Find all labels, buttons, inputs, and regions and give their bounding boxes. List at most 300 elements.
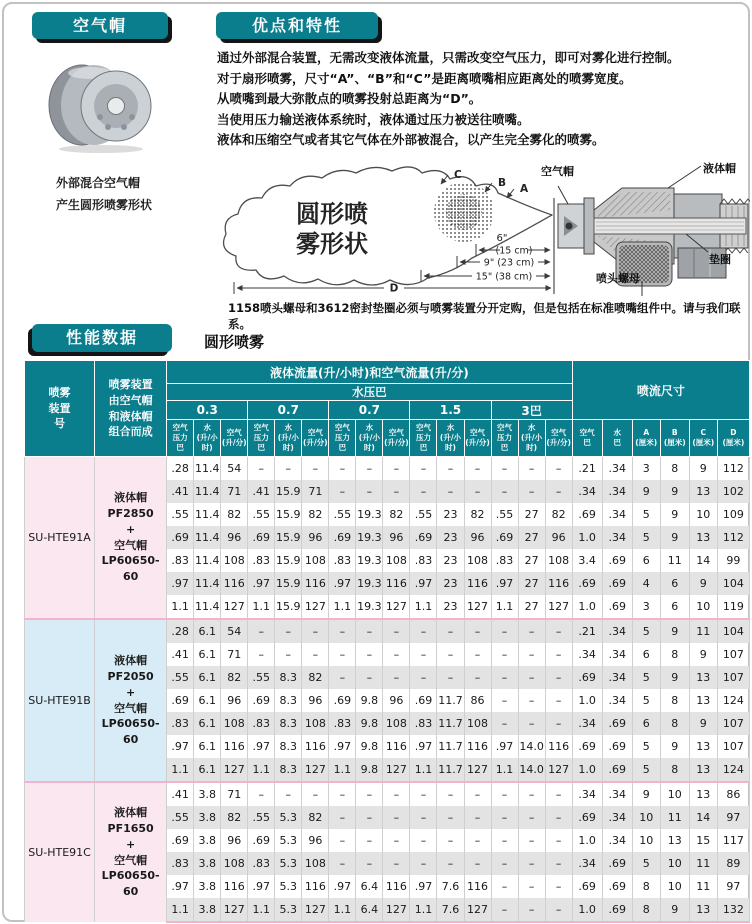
spray-size-title-header: 喷流尺寸 [572, 361, 749, 420]
data-cell: 82 [464, 503, 491, 526]
data-cell: – [437, 829, 464, 852]
data-cell: .83 [329, 712, 356, 735]
data-cell: .69 [248, 689, 275, 712]
data-cell: 7.6 [437, 898, 464, 922]
data-cell: 11 [689, 852, 717, 875]
data-cell: – [545, 829, 572, 852]
data-cell: – [437, 480, 464, 503]
caption-line: 产生圆形喷雾形状 [56, 198, 153, 212]
data-cell: 15.9 [275, 572, 302, 595]
data-cell: – [356, 829, 383, 852]
data-cell: .83 [167, 852, 194, 875]
data-cell: 6 [660, 595, 689, 619]
data-cell: 108 [302, 549, 329, 572]
data-cell: – [518, 666, 545, 689]
data-cell: – [437, 806, 464, 829]
data-cell: – [545, 666, 572, 689]
data-cell: 132 [717, 898, 749, 922]
data-cell: 96 [383, 526, 410, 549]
data-cell: 27 [518, 595, 545, 619]
data-cell: 116 [302, 735, 329, 758]
data-cell: 5 [632, 852, 660, 875]
data-cell: 11 [660, 806, 689, 829]
data-cell: – [356, 806, 383, 829]
data-cell: .69 [572, 806, 602, 829]
data-cell: – [491, 689, 518, 712]
data-cell: .34 [602, 480, 632, 503]
feature-line: 对于扇形喷雾，尺寸“A”、“B”和“C”是距离喷嘴相应距离处的喷雾宽度。 [217, 70, 632, 86]
data-cell: 119 [717, 595, 749, 619]
data-cell: .97 [248, 735, 275, 758]
data-cell: 71 [221, 480, 248, 503]
data-cell: 1.0 [572, 829, 602, 852]
data-cell: .97 [410, 875, 437, 898]
data-cell: .34 [572, 643, 602, 666]
data-cell: 127 [383, 758, 410, 782]
data-cell: 127 [302, 758, 329, 782]
data-cell: – [518, 619, 545, 643]
data-cell: .69 [602, 898, 632, 922]
data-cell: 9 [689, 457, 717, 481]
data-cell: .97 [248, 572, 275, 595]
data-cell: 127 [464, 595, 491, 619]
data-cell: .41 [167, 480, 194, 503]
data-cell: 3.8 [194, 898, 221, 922]
data-cell: 127 [302, 898, 329, 922]
data-cell: – [248, 782, 275, 806]
data-cell: 15.9 [275, 480, 302, 503]
data-cell: .34 [572, 480, 602, 503]
data-cell: .69 [167, 829, 194, 852]
data-cell: 108 [464, 712, 491, 735]
data-cell: 82 [221, 666, 248, 689]
data-cell: 10 [632, 829, 660, 852]
spray-stipple-core [446, 194, 482, 230]
spray-shape-diagram [214, 160, 562, 302]
data-cell: 127 [545, 758, 572, 782]
caption-line: 外部混合空气帽 [56, 176, 141, 190]
data-cell: – [383, 480, 410, 503]
subheader-cell: 空气 (升/分) [302, 420, 329, 457]
data-cell: 5.3 [275, 898, 302, 922]
data-cell: .34 [602, 503, 632, 526]
data-cell: 116 [464, 875, 491, 898]
data-cell: 107 [717, 712, 749, 735]
device-group [25, 782, 750, 922]
data-cell: 9 [660, 666, 689, 689]
data-cell: 19.3 [356, 572, 383, 595]
data-cell: 96 [221, 526, 248, 549]
data-cell: .34 [602, 643, 632, 666]
data-cell: 107 [717, 735, 749, 758]
data-cell: 1.0 [572, 898, 602, 922]
data-cell: 116 [545, 735, 572, 758]
data-cell: – [518, 643, 545, 666]
subheader-cell: 空气 (升/分) [464, 420, 491, 457]
data-cell: – [329, 782, 356, 806]
data-cell: – [545, 643, 572, 666]
data-cell: – [545, 689, 572, 712]
subheader-cell: 水 (升/小时) [437, 420, 464, 457]
data-cell: .21 [572, 457, 602, 481]
data-cell: 27 [518, 503, 545, 526]
ordering-note: 1158喷头螺母和3612密封垫圈必须与喷雾装置分开定购，但是包括在标准喷嘴组件中。请与我们联系。 [228, 301, 741, 331]
data-cell: 11.4 [194, 549, 221, 572]
data-cell: 71 [221, 782, 248, 806]
data-cell: 82 [302, 666, 329, 689]
data-cell: – [356, 782, 383, 806]
subheader-cell: 空气 压力 巴 [248, 420, 275, 457]
cap-combo-cell: 液体帽 PF2050 + 空气帽 LP60650-60 [95, 619, 167, 782]
data-cell: 9 [660, 898, 689, 922]
subheader-cell: 空气 压力 巴 [167, 420, 194, 457]
data-cell: .34 [602, 806, 632, 829]
data-cell: .34 [572, 712, 602, 735]
data-cell: 3 [632, 595, 660, 619]
data-cell: .41 [167, 643, 194, 666]
data-cell: .83 [410, 549, 437, 572]
data-cell: 127 [383, 898, 410, 922]
data-cell: 5 [632, 503, 660, 526]
data-cell: .83 [410, 712, 437, 735]
data-cell: 6 [660, 572, 689, 595]
data-cell: 8 [632, 898, 660, 922]
data-cell: 108 [302, 712, 329, 735]
data-cell: .83 [167, 712, 194, 735]
data-cell: 1.1 [248, 758, 275, 782]
data-cell: – [464, 480, 491, 503]
data-cell: – [518, 875, 545, 898]
data-cell: – [518, 829, 545, 852]
data-cell: 109 [717, 503, 749, 526]
data-cell: 5 [632, 758, 660, 782]
data-cell: 108 [221, 852, 248, 875]
data-cell: – [437, 852, 464, 875]
data-cell: – [410, 666, 437, 689]
data-cell: – [545, 806, 572, 829]
data-cell: 6.1 [194, 666, 221, 689]
data-cell: 124 [717, 758, 749, 782]
data-cell: 96 [302, 829, 329, 852]
data-cell: .97 [329, 572, 356, 595]
data-cell: 5 [632, 735, 660, 758]
size-subheader-cell: D (厘米) [717, 420, 749, 457]
data-cell: 13 [689, 480, 717, 503]
data-cell: 8.3 [275, 666, 302, 689]
data-cell: 23 [437, 526, 464, 549]
data-cell: 15.9 [275, 595, 302, 619]
dim-9in-label: 9" (23 cm) [483, 257, 535, 269]
data-cell: 1.1 [329, 595, 356, 619]
subheader-cell: 空气 (升/分) [545, 420, 572, 457]
data-cell: 8 [660, 457, 689, 481]
data-cell: .34 [602, 526, 632, 549]
data-cell: 5.3 [275, 852, 302, 875]
data-cell: 108 [302, 852, 329, 875]
data-cell: 107 [717, 643, 749, 666]
data-cell: 11.4 [194, 572, 221, 595]
shape-label-line1: 圆形喷 [296, 200, 368, 228]
data-cell: .69 [602, 572, 632, 595]
data-cell: 1.0 [572, 595, 602, 619]
data-cell: 11 [689, 875, 717, 898]
data-cell: 8 [660, 689, 689, 712]
data-cell: .69 [329, 526, 356, 549]
data-cell: – [248, 643, 275, 666]
water-pressure-header: 水压巴 [167, 384, 573, 401]
data-cell: 127 [221, 595, 248, 619]
data-cell: 9 [632, 782, 660, 806]
features-section-header [216, 12, 378, 39]
data-cell: 124 [717, 689, 749, 712]
air-cap-section-header [32, 12, 168, 39]
data-cell: 10 [660, 875, 689, 898]
device-column-header: 喷雾 装置 号 [25, 361, 95, 457]
data-cell: 8 [660, 643, 689, 666]
data-cell: – [329, 666, 356, 689]
data-cell: – [383, 457, 410, 481]
data-cell: – [356, 643, 383, 666]
marker-d-label: D [389, 282, 399, 295]
data-cell: 116 [464, 735, 491, 758]
data-cell: 19.3 [356, 503, 383, 526]
data-cell: .69 [167, 526, 194, 549]
data-cell: .69 [602, 595, 632, 619]
pressure-value-header: 0.7 [248, 401, 329, 420]
data-cell: 1.1 [248, 898, 275, 922]
data-cell: – [329, 643, 356, 666]
device-group [25, 619, 750, 782]
data-cell: – [437, 666, 464, 689]
data-cell: 1.0 [572, 526, 602, 549]
device-number-cell: SU-HTE91B [25, 619, 95, 782]
pressure-value-header: 1.5 [410, 401, 491, 420]
data-cell: – [491, 852, 518, 875]
size-subheader-cell: A (厘米) [632, 420, 660, 457]
data-cell: 1.0 [572, 689, 602, 712]
data-cell: 6.4 [356, 875, 383, 898]
data-cell: 1.1 [410, 898, 437, 922]
data-cell: – [464, 666, 491, 689]
data-cell: 7.6 [437, 875, 464, 898]
features-title: 优点和特性 [251, 16, 342, 35]
data-cell: – [545, 480, 572, 503]
data-cell: – [491, 480, 518, 503]
data-cell: 11.4 [194, 480, 221, 503]
data-cell: – [545, 898, 572, 922]
data-cell: – [356, 619, 383, 643]
data-cell: 108 [383, 549, 410, 572]
data-cell: 97 [717, 806, 749, 829]
data-cell: 8.3 [275, 689, 302, 712]
data-cell: 1.1 [167, 898, 194, 922]
data-cell: 3.8 [194, 829, 221, 852]
performance-table [24, 360, 750, 923]
data-cell: 96 [221, 829, 248, 852]
data-cell: 9.8 [356, 689, 383, 712]
data-cell: – [275, 619, 302, 643]
data-cell: 10 [689, 595, 717, 619]
data-cell: – [302, 457, 329, 481]
data-cell: .55 [491, 503, 518, 526]
data-cell: 104 [717, 619, 749, 643]
data-cell: – [464, 829, 491, 852]
data-cell: 108 [221, 549, 248, 572]
data-cell: – [464, 782, 491, 806]
data-cell: – [356, 666, 383, 689]
data-cell: 1.1 [491, 595, 518, 619]
data-cell: – [383, 852, 410, 875]
data-cell: – [491, 806, 518, 829]
data-cell: 15.9 [275, 549, 302, 572]
data-cell: – [356, 457, 383, 481]
device-number-cell: SU-HTE91C [25, 782, 95, 922]
data-cell: 8 [660, 758, 689, 782]
data-cell: 127 [464, 758, 491, 782]
data-cell: – [545, 712, 572, 735]
data-cell: 54 [221, 619, 248, 643]
data-cell: 11.7 [437, 689, 464, 712]
data-cell: 6.1 [194, 712, 221, 735]
data-cell: – [437, 457, 464, 481]
data-cell: .83 [491, 549, 518, 572]
data-cell: .69 [491, 526, 518, 549]
data-cell: 19.3 [356, 526, 383, 549]
data-cell: 23 [437, 549, 464, 572]
gasket-callout-label: 垫圈 [709, 253, 731, 266]
data-cell: – [275, 643, 302, 666]
liquid-cap-callout-label: 液体帽 [703, 162, 736, 175]
subheader-cell: 水 (升/小时) [194, 420, 221, 457]
data-cell: – [329, 619, 356, 643]
data-cell: – [464, 852, 491, 875]
data-cell: 9 [660, 526, 689, 549]
data-cell: 108 [464, 549, 491, 572]
data-cell: – [302, 643, 329, 666]
data-cell: 1.1 [410, 758, 437, 782]
data-cell: 127 [383, 595, 410, 619]
data-cell: 97 [717, 875, 749, 898]
data-cell: 3.4 [572, 549, 602, 572]
data-cell: .69 [602, 758, 632, 782]
data-cell: 1.0 [572, 758, 602, 782]
data-cell: .55 [248, 806, 275, 829]
data-cell: 112 [717, 526, 749, 549]
data-cell: – [518, 898, 545, 922]
data-cell: .55 [167, 806, 194, 829]
data-cell: .83 [248, 549, 275, 572]
data-cell: 9.8 [356, 712, 383, 735]
data-cell: 9.8 [356, 735, 383, 758]
data-cell: – [356, 480, 383, 503]
marker-c-label: C [454, 169, 462, 181]
data-cell: 116 [302, 572, 329, 595]
flow-title-header: 液体流量(升/小时)和空气流量(升/分) [167, 361, 573, 384]
data-cell: – [545, 619, 572, 643]
data-cell: 108 [545, 549, 572, 572]
data-cell: .28 [167, 457, 194, 481]
pressure-value-header: 3巴 [491, 401, 572, 420]
data-cell: 5.3 [275, 806, 302, 829]
data-cell: 15.9 [275, 526, 302, 549]
data-cell: .34 [602, 619, 632, 643]
data-cell: – [356, 852, 383, 875]
data-cell: 1.1 [329, 898, 356, 922]
data-cell: .41 [248, 480, 275, 503]
data-cell: 6 [632, 549, 660, 572]
dim-6in-label: 6" [496, 233, 508, 244]
data-cell: .97 [329, 735, 356, 758]
data-cell: .69 [602, 852, 632, 875]
data-cell: – [383, 782, 410, 806]
data-cell: – [464, 619, 491, 643]
cap-combo-cell: 液体帽 PF1650 + 空气帽 LP60650-60 [95, 782, 167, 922]
data-cell: 82 [302, 806, 329, 829]
data-cell: 116 [221, 572, 248, 595]
performance-title: 性能数据 [65, 328, 138, 347]
data-cell: – [410, 782, 437, 806]
data-cell: 71 [302, 480, 329, 503]
data-cell: 127 [302, 595, 329, 619]
data-cell: 108 [221, 712, 248, 735]
marker-a-label: A [520, 183, 529, 195]
data-cell: 13 [689, 666, 717, 689]
data-cell: – [329, 852, 356, 875]
data-cell: .69 [572, 503, 602, 526]
data-cell: – [518, 689, 545, 712]
size-subheader-cell: 空气 巴 [572, 420, 602, 457]
data-cell: 13 [660, 829, 689, 852]
data-cell: 14 [689, 549, 717, 572]
data-cell: 3.8 [194, 806, 221, 829]
data-cell: – [329, 829, 356, 852]
data-cell: .69 [329, 689, 356, 712]
data-cell: – [302, 619, 329, 643]
data-cell: – [464, 457, 491, 481]
data-cell: – [329, 480, 356, 503]
data-cell: 71 [221, 643, 248, 666]
data-cell: 6.1 [194, 735, 221, 758]
data-cell: 9.8 [356, 758, 383, 782]
data-cell: 9 [660, 619, 689, 643]
data-cell: 6.4 [356, 898, 383, 922]
data-cell: – [302, 782, 329, 806]
data-cell: 102 [717, 480, 749, 503]
data-cell: 19.3 [356, 595, 383, 619]
data-cell: 127 [221, 898, 248, 922]
data-cell: 8.3 [275, 735, 302, 758]
data-cell: – [437, 643, 464, 666]
data-cell: .83 [167, 549, 194, 572]
pressure-value-header: 0.3 [167, 401, 248, 420]
data-cell: – [464, 806, 491, 829]
data-cell: .69 [248, 526, 275, 549]
performance-section-header [32, 324, 172, 352]
data-cell: 11.7 [437, 735, 464, 758]
data-cell: 54 [221, 457, 248, 481]
data-cell: – [545, 852, 572, 875]
data-cell: 86 [464, 689, 491, 712]
data-cell: 19.3 [356, 549, 383, 572]
data-cell: 6 [632, 643, 660, 666]
data-cell: .97 [491, 572, 518, 595]
data-cell: .34 [572, 852, 602, 875]
nozzle-nut-callout-label: 喷头螺母 [596, 272, 640, 285]
data-cell: 14.0 [518, 758, 545, 782]
data-cell: 14 [689, 806, 717, 829]
data-cell: 112 [717, 457, 749, 481]
data-cell: .83 [248, 852, 275, 875]
